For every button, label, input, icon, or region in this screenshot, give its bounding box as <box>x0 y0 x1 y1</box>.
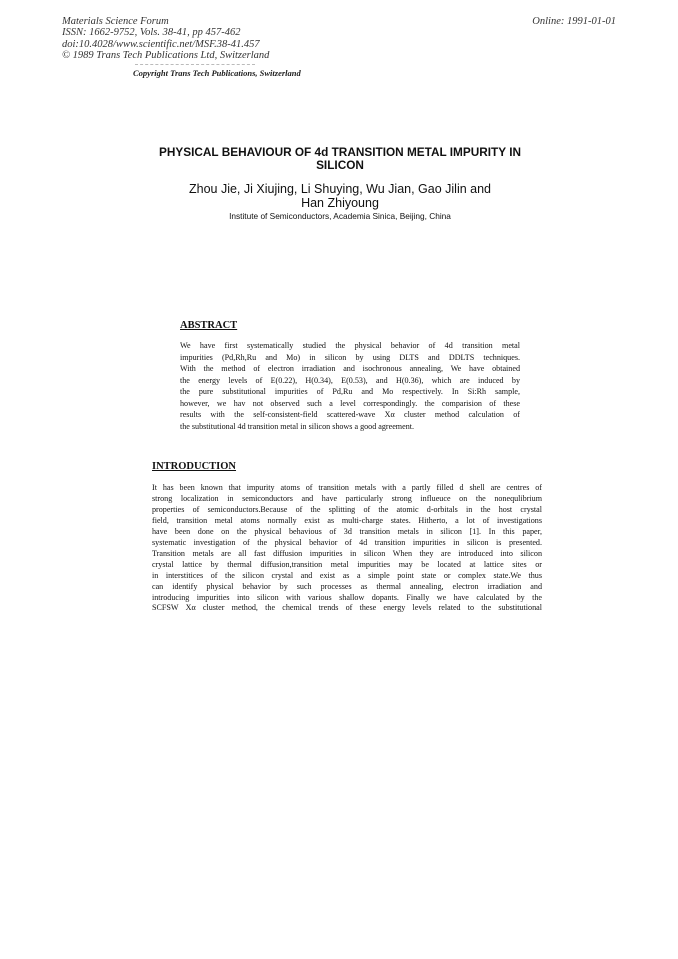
journal-name: Materials Science Forum <box>62 16 169 27</box>
affiliation: Institute of Semiconductors, Academia Sinica, Beijing, China <box>229 211 451 221</box>
copyright-line: © 1989 Trans Tech Publications Ltd, Switzerland <box>62 49 270 61</box>
issn-line: ISSN: 1662-9752, Vols. 38-41, pp 457-462 <box>62 27 241 39</box>
copyright-stamp: Copyright Trans Tech Publications, Switzerland <box>133 68 301 78</box>
abstract-line: the substitutional 4d transition metal in silicon shows a good agreement. <box>180 421 415 431</box>
authors-line-1: Zhou Jie, Ji Xiujing, Li Shuying, Wu Jian, Gao Jilin and <box>188 182 491 196</box>
introduction-line: have been done on the physical behavious of 3d transition metals in silicon [1]. In this paper, <box>152 526 542 536</box>
journal-metadata <box>62 16 269 61</box>
abstract-line: With the method of electron irradiation and isochronous annealing, We have obtained <box>180 364 520 373</box>
introduction-line: introducing impurities into silicon with various shallow dopants. Finally we have calculated by the <box>152 592 542 602</box>
paper-title <box>140 146 540 172</box>
abstract-line: results with the self-consistent-field scattered-wave Xα cluster method calculation of <box>180 410 520 419</box>
doi-link[interactable]: doi:10.4028/www.scientific.net/MSF.38-41.457 <box>62 38 260 50</box>
author-list <box>150 183 530 210</box>
title-line-2: SILICON <box>316 158 364 172</box>
introduction-heading: INTRODUCTION <box>152 461 237 472</box>
authors-line-2: Han Zhiyoung <box>301 195 379 210</box>
abstract-line: however, we hav not observed such a level correspondingly. the comparision of these <box>180 398 520 408</box>
abstract-line: impurities (Pd,Rh,Ru and Mo) in silicon by using DLTS and DDLTS techniques. <box>180 352 520 362</box>
introduction-line: properties of semiconductors.Because of the splitting of the atomic d-orbitals in the host crystal <box>152 504 542 514</box>
introduction-line: SCFSW Xα cluster method, the chemical trends of these energy levels related to the substitutional <box>152 603 542 613</box>
abstract-body <box>180 340 520 432</box>
abstract-line: We have first systematically studied the physical behavior of 4d transition metal <box>180 341 520 350</box>
online-date: Online: 1991-01-01 <box>532 16 616 27</box>
introduction-line: can identify physical behavior by such processes as thermal annealing, electron irradiation and <box>152 581 542 591</box>
abstract-line: the energy levels of E(0.22), H(0.34), E(0.53), and H(0.36), which are induced by <box>180 375 520 385</box>
introduction-line: systematic investigation of the physical behavior of 4d transition impurities in silicon is presented. <box>152 537 542 547</box>
introduction-line: in interstitices of the silicon crystal and exist as a simple point state or complex state.We thus <box>152 570 542 580</box>
introduction-line: field, transition metal atoms normally exist as multi-charge states. Hitherto, a lot of investigations <box>152 515 542 525</box>
abstract-line: the pure substitutional impurities of Pd,Ru and Mo respectively. In Si:Rh sample, <box>180 387 520 396</box>
introduction-line: It has been known that impurity atoms of transition metals with a partly filled d shell are centres of <box>152 483 542 492</box>
divider <box>135 64 255 65</box>
title-line-1: PHYSICAL BEHAVIOUR OF 4d TRANSITION METAL IMPURITY IN <box>158 145 521 159</box>
introduction-body <box>152 483 542 614</box>
abstract-heading: ABSTRACT <box>180 320 238 331</box>
introduction-line: strong localization in semiconductors and have particularly strong influeuce on the nonequlibrium <box>152 493 542 503</box>
introduction-line: Transition metals are all fast diffusion impurities in silicon When they are introduced into silicon <box>152 548 542 558</box>
introduction-line: crystal lattice by thermal diffusion,transition metal impurities may be located at lattice sites or <box>152 559 542 569</box>
